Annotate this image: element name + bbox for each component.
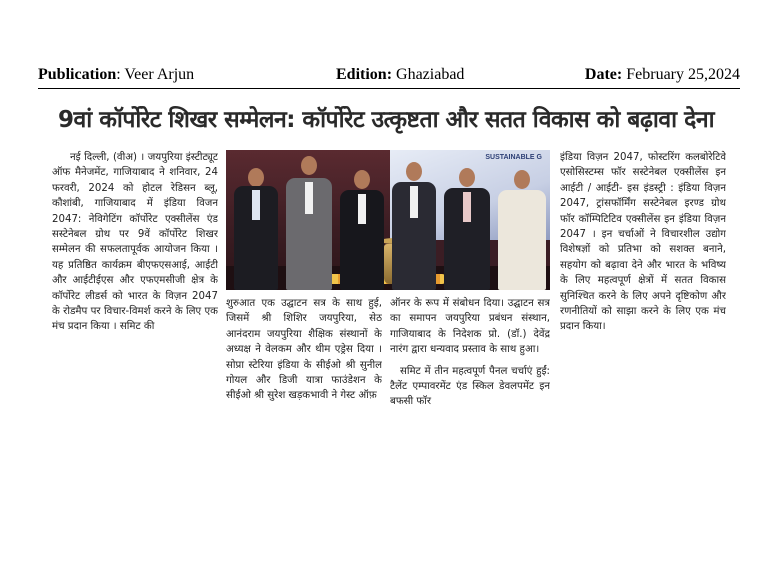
event-photo [226,150,550,290]
date-info [585,66,740,84]
publication-label: Publication [38,66,117,83]
date-value: February 25,2024 [622,66,740,83]
person-6 [498,166,546,290]
person-3 [340,164,384,290]
edition-value: Ghaziabad [392,66,465,83]
publication-info [38,66,194,84]
person-2 [286,154,332,290]
column-3-text-2: समिट में तीन महत्वपूर्ण पैनल चर्चाएं हुईं: टैलेंट एम्पावरमेंट एंड स्किल डेवलपमेंट इन बफसी फॉर [390,365,550,408]
article-column-4 [560,150,726,432]
person-2-shirt [305,182,313,214]
person-4-head [406,162,422,181]
person-5-head [459,168,475,187]
edition-label: Edition: [336,66,393,83]
person-1-shirt [252,190,260,220]
photo-banner-text: SUSTAINABLE G [485,154,542,161]
person-6-head [514,170,530,189]
edition-info [336,66,464,84]
date-label: Date: [584,66,623,83]
person-1-head [248,168,264,187]
person-5 [444,162,490,290]
person-4-shirt [410,186,418,218]
person-2-head [301,156,317,175]
column-4-text: इंडिया विज़न 2047, फोस्टरिंग कलबोरेटिवे एसोसिस्टम्स फॉर सस्टेनेबल एक्सीलेंस इन आईटी / आईटी- इस इंडस्ट्री : इंडिया विज़न 2047, ट्रांसफॉर्मिंग सस्टेनेबल इरण्ड ग्रोथ फॉर कॉम्पिटिटिव एक्सीलेंस इन इंडिया विज़न 2047 । इन चर्चाओं ने विचारशील उद्योग विशेषज्ञों को प्रतिभा को सशक्त बनाने, सहयोग को बढ़ावा देने और भारत के भविष्य के लिए महत्वपूर्ण क्षेत्रों में सतत विकास सुनिश्चित करने के लिए अपने दृष्टिकोण और रणनीतियों को साझा करने के लिए एक मंच प्रदान किया। [560,152,726,333]
column-2-text: शुरुआत एक उद्घाटन सत्र के साथ हुई, जिसमें श्री शिशिर जयपुरिया, सेठ आनंदराम जयपुरिया शैक्षिक संस्थानों के अध्यक्ष ने वेलकम और थीम एड्रेस दिया । सोप्रा स्टेरिया इंडिया के सीईओ श्री सुनील गोयल और डिजी यात्रा फाउंडेशन के सीईओ श्री सुरेश खड़कभावी ने गेस्ट ऑफ़ [226,298,382,402]
person-6-suit [498,190,546,290]
article-column-1 [52,150,218,432]
person-4 [392,158,436,290]
person-3-head [354,170,370,189]
person-1 [234,160,278,290]
column-3-text: ऑनर के रूप में संबोधन दिया। उद्घाटन सत्र का समापन जयपुरिया प्रबंधन संस्थान, गाजियाबाद के निदेशक प्रो. (डॉ.) देवेंद्र नारंग द्वारा धन्यवाद प्रस्ताव के साथ हुआ। [390,298,550,356]
publication-value: : Veer Arjun [116,66,195,83]
column-1-text: नई दिल्ली, (वीअ) । जयपुरिया इंस्टीट्यूट ऑफ मैनेजमेंट, गाजियाबाद ने शनिवार, 24 फरवरी, 2024 को होटल रेडिसन ब्लू, कौशांबी, गाजियाबाद में इंडिया विजन 2047: नेविगेटिंग कॉर्पोरेट एक्सीलेंस एंड सस्टेनेबल ग्रोथ पर 9वें कॉर्पोरेट शिखर सम्मेलन की सफलतापूर्वक आयोजन किया । यह प्रतिष्ठित कार्यक्रम बीएफएसआई, आईटी और आईटीईएस और एफएमसीजी क्षेत्र के कॉर्पोरेट लीडर्स को भारत के विज़न 2047 के रोडमैप पर विचार-विमर्श करने के लिए एक मंच प्रदान किया । समिट की [52,152,218,333]
article-headline: 9वां कॉर्पोरेट शिखर सम्मेलन: कॉर्पोरेट उत्कृष्टता और सतत विकास को बढ़ावा देना [57,107,715,133]
article-column-3 [390,296,550,432]
person-5-shirt [463,192,471,222]
article-column-2 [226,296,382,432]
person-3-shirt [358,194,366,224]
publication-meta-row [38,66,740,89]
